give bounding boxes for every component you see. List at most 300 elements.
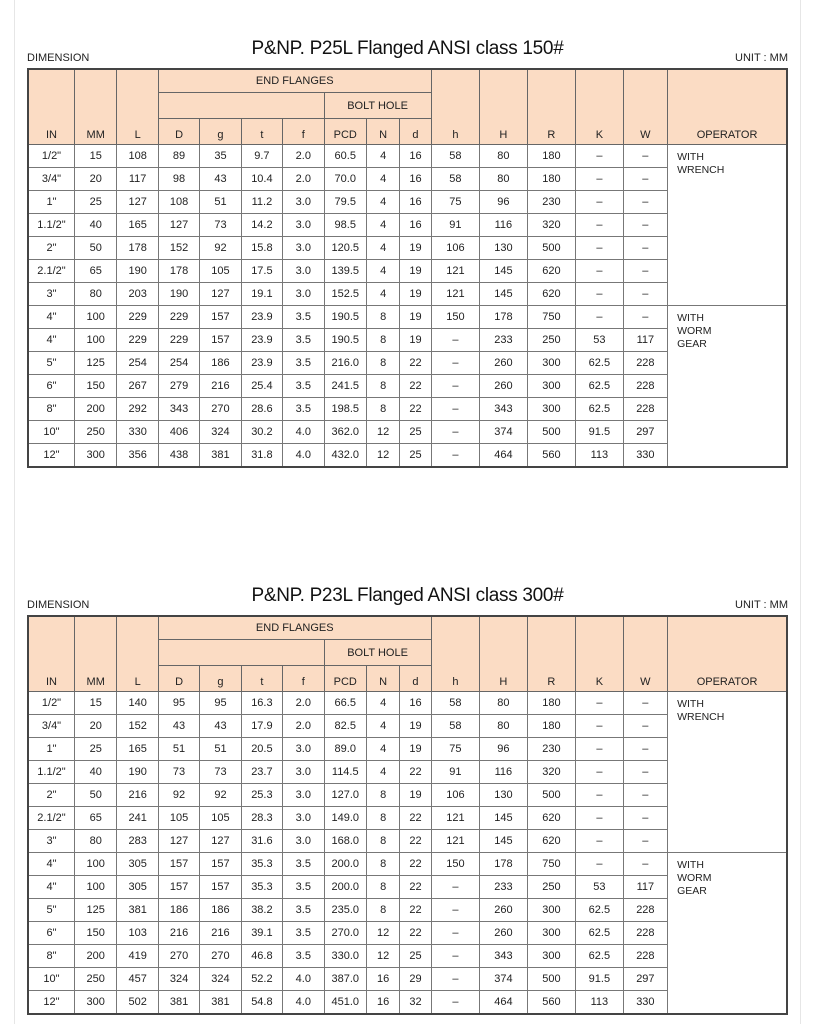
- table-cell: 4: [366, 715, 399, 738]
- table-cell: 362.0: [324, 421, 366, 444]
- table-cell: 279: [158, 375, 199, 398]
- spec-section: [27, 585, 788, 1015]
- table-cell: 75: [431, 191, 480, 214]
- table-cell: 19.1: [241, 283, 282, 306]
- table-cell: 502: [117, 991, 158, 1015]
- table-cell: 62.5: [576, 899, 624, 922]
- dimension-label: DIMENSION: [27, 599, 90, 611]
- table-cell: 121: [431, 283, 480, 306]
- table-cell: 103: [117, 922, 158, 945]
- table-cell: 500: [527, 968, 576, 991]
- table-cell: 130: [480, 237, 528, 260]
- table-cell: 200: [74, 398, 116, 421]
- table-cell: –: [623, 145, 667, 168]
- table-cell: 125: [74, 352, 116, 375]
- table-cell: 2.1/2": [28, 260, 74, 283]
- table-cell: 96: [480, 738, 528, 761]
- table-cell: 23.9: [241, 352, 282, 375]
- table-cell: 283: [117, 830, 158, 853]
- table-cell: 3.5: [283, 329, 324, 352]
- table-cell: 190: [158, 283, 199, 306]
- table-cell: 108: [158, 191, 199, 214]
- table-cell: 190: [117, 761, 158, 784]
- table-cell: 40: [74, 214, 116, 237]
- table-title: P&NP. P23L Flanged ANSI class 300#: [251, 585, 564, 606]
- operator-cell: WITH WRENCH: [668, 145, 787, 306]
- table-cell: 3": [28, 830, 74, 853]
- table-cell: 203: [117, 283, 158, 306]
- table-cell: 620: [527, 260, 576, 283]
- table-cell: 4": [28, 876, 74, 899]
- table-cell: 1.1/2": [28, 761, 74, 784]
- table-cell: 330: [623, 444, 667, 468]
- table-cell: 300: [74, 991, 116, 1015]
- table-cell: 140: [117, 692, 158, 715]
- table-cell: 254: [117, 352, 158, 375]
- table-cell: 260: [480, 375, 528, 398]
- table-cell: 96: [480, 191, 528, 214]
- table-cell: –: [623, 237, 667, 260]
- table-cell: 4: [366, 260, 399, 283]
- table-cell: 8: [366, 830, 399, 853]
- table-cell: 19: [400, 237, 431, 260]
- table-cell: 250: [74, 421, 116, 444]
- table-cell: 22: [400, 761, 431, 784]
- spec-table: [27, 68, 788, 468]
- table-cell: 6": [28, 375, 74, 398]
- column-header: N: [366, 666, 399, 692]
- table-cell: 95: [200, 692, 241, 715]
- column-header: H: [480, 69, 528, 145]
- table-cell: 28.6: [241, 398, 282, 421]
- table-cell: 157: [158, 876, 199, 899]
- table-cell: 50: [74, 237, 116, 260]
- table-cell: 22: [400, 807, 431, 830]
- table-title: P&NP. P25L Flanged ANSI class 150#: [251, 38, 564, 59]
- table-cell: 8: [366, 899, 399, 922]
- table-cell: 58: [431, 168, 480, 191]
- table-cell: –: [623, 761, 667, 784]
- column-header: PCD: [324, 119, 366, 145]
- table-cell: 19: [400, 738, 431, 761]
- table-cell: 750: [527, 306, 576, 329]
- table-cell: 20: [74, 715, 116, 738]
- table-cell: 3.0: [283, 260, 324, 283]
- table-cell: 130: [480, 784, 528, 807]
- table-cell: 80: [74, 283, 116, 306]
- table-cell: 2.0: [283, 145, 324, 168]
- header-spacer: [158, 640, 324, 666]
- table-cell: 150: [74, 375, 116, 398]
- table-cell: 419: [117, 945, 158, 968]
- table-cell: 92: [200, 237, 241, 260]
- column-header: t: [241, 666, 282, 692]
- table-cell: 432.0: [324, 444, 366, 468]
- table-cell: 29: [400, 968, 431, 991]
- table-cell: 9.7: [241, 145, 282, 168]
- table-cell: 198.5: [324, 398, 366, 421]
- table-cell: 324: [200, 421, 241, 444]
- table-cell: –: [431, 899, 480, 922]
- table-cell: 3.5: [283, 352, 324, 375]
- table-cell: –: [576, 306, 624, 329]
- page-border-left: [14, 0, 15, 1024]
- table-cell: 108: [117, 145, 158, 168]
- table-cell: –: [431, 421, 480, 444]
- column-header: L: [117, 69, 158, 145]
- table-cell: 230: [527, 738, 576, 761]
- table-cell: 3.0: [283, 237, 324, 260]
- table-cell: 10.4: [241, 168, 282, 191]
- table-cell: 4": [28, 306, 74, 329]
- table-cell: 620: [527, 830, 576, 853]
- table-cell: –: [576, 853, 624, 876]
- table-cell: 8: [366, 375, 399, 398]
- table-cell: 260: [480, 352, 528, 375]
- table-cell: 152.5: [324, 283, 366, 306]
- table-row: [28, 145, 787, 168]
- table-cell: 62.5: [576, 945, 624, 968]
- table-cell: 620: [527, 807, 576, 830]
- table-cell: 80: [480, 692, 528, 715]
- table-cell: 92: [200, 784, 241, 807]
- table-cell: 1/2": [28, 692, 74, 715]
- table-cell: 17.9: [241, 715, 282, 738]
- table-cell: 233: [480, 329, 528, 352]
- table-cell: 186: [200, 352, 241, 375]
- column-header: IN: [28, 69, 74, 145]
- table-cell: –: [576, 692, 624, 715]
- table-cell: 62.5: [576, 375, 624, 398]
- table-cell: 8: [366, 329, 399, 352]
- table-cell: –: [576, 237, 624, 260]
- table-cell: 22: [400, 899, 431, 922]
- table-cell: 451.0: [324, 991, 366, 1015]
- table-cell: 3.0: [283, 784, 324, 807]
- table-cell: 54.8: [241, 991, 282, 1015]
- table-cell: 500: [527, 237, 576, 260]
- table-cell: 23.7: [241, 761, 282, 784]
- table-cell: –: [431, 876, 480, 899]
- table-cell: 58: [431, 715, 480, 738]
- table-cell: 2.0: [283, 692, 324, 715]
- table-cell: 3.0: [283, 738, 324, 761]
- table-cell: 300: [527, 352, 576, 375]
- table-cell: 22: [400, 922, 431, 945]
- unit-label: UNIT : MM: [735, 52, 788, 64]
- table-cell: 1": [28, 191, 74, 214]
- table-cell: 260: [480, 899, 528, 922]
- table-cell: 52.2: [241, 968, 282, 991]
- table-cell: 100: [74, 876, 116, 899]
- table-cell: 10": [28, 968, 74, 991]
- table-cell: 216.0: [324, 352, 366, 375]
- table-cell: 152: [117, 715, 158, 738]
- table-cell: 300: [527, 922, 576, 945]
- table-cell: 116: [480, 761, 528, 784]
- table-cell: 500: [527, 784, 576, 807]
- table-cell: 229: [158, 306, 199, 329]
- table-cell: 5": [28, 899, 74, 922]
- table-cell: 267: [117, 375, 158, 398]
- table-cell: 53: [576, 329, 624, 352]
- table-cell: 22: [400, 352, 431, 375]
- table-cell: 216: [200, 922, 241, 945]
- table-cell: 51: [200, 191, 241, 214]
- table-cell: 4: [366, 214, 399, 237]
- column-header: MM: [74, 69, 116, 145]
- table-cell: 105: [200, 807, 241, 830]
- table-cell: 230: [527, 191, 576, 214]
- table-cell: 31.6: [241, 830, 282, 853]
- table-cell: 16: [366, 991, 399, 1015]
- table-cell: 30.2: [241, 421, 282, 444]
- table-cell: 16: [400, 168, 431, 191]
- table-cell: 91.5: [576, 968, 624, 991]
- table-cell: 305: [117, 853, 158, 876]
- table-row: [28, 692, 787, 715]
- table-cell: 229: [117, 306, 158, 329]
- column-header: L: [117, 616, 158, 692]
- column-header: W: [623, 616, 667, 692]
- table-cell: 22: [400, 398, 431, 421]
- table-cell: 51: [158, 738, 199, 761]
- table-cell: 4: [366, 191, 399, 214]
- table-cell: 80: [480, 145, 528, 168]
- table-cell: 25: [400, 444, 431, 468]
- table-cell: 229: [158, 329, 199, 352]
- table-cell: 228: [623, 352, 667, 375]
- table-cell: 127: [200, 283, 241, 306]
- table-cell: 4: [366, 237, 399, 260]
- table-cell: –: [576, 168, 624, 191]
- table-cell: 38.2: [241, 899, 282, 922]
- table-cell: 3.5: [283, 876, 324, 899]
- table-cell: 150: [74, 922, 116, 945]
- table-cell: 457: [117, 968, 158, 991]
- table-cell: 40: [74, 761, 116, 784]
- table-cell: 98: [158, 168, 199, 191]
- table-cell: 106: [431, 784, 480, 807]
- table-cell: 165: [117, 738, 158, 761]
- table-cell: 241: [117, 807, 158, 830]
- table-cell: –: [623, 306, 667, 329]
- table-cell: 98.5: [324, 214, 366, 237]
- table-cell: 95: [158, 692, 199, 715]
- table-cell: 560: [527, 444, 576, 468]
- table-cell: 121: [431, 807, 480, 830]
- table-cell: 2.0: [283, 168, 324, 191]
- table-cell: 3/4": [28, 715, 74, 738]
- table-cell: 165: [117, 214, 158, 237]
- table-cell: 3.5: [283, 398, 324, 421]
- table-cell: 216: [200, 375, 241, 398]
- table-cell: 186: [200, 899, 241, 922]
- table-cell: 117: [623, 329, 667, 352]
- table-cell: 381: [117, 899, 158, 922]
- table-cell: 228: [623, 922, 667, 945]
- table-cell: 62.5: [576, 398, 624, 421]
- table-cell: 343: [158, 398, 199, 421]
- table-cell: 343: [480, 945, 528, 968]
- table-cell: 500: [527, 421, 576, 444]
- table-cell: 178: [158, 260, 199, 283]
- column-header: g: [200, 119, 241, 145]
- table-cell: 60.5: [324, 145, 366, 168]
- table-cell: 228: [623, 899, 667, 922]
- table-cell: 178: [480, 853, 528, 876]
- column-header: g: [200, 666, 241, 692]
- table-cell: 5": [28, 352, 74, 375]
- table-cell: 157: [200, 853, 241, 876]
- column-header: IN: [28, 616, 74, 692]
- table-cell: 2.1/2": [28, 807, 74, 830]
- table-cell: 12: [366, 945, 399, 968]
- table-cell: 4: [366, 168, 399, 191]
- table-cell: 25: [74, 738, 116, 761]
- table-cell: 12": [28, 444, 74, 468]
- table-cell: 168.0: [324, 830, 366, 853]
- table-cell: 73: [200, 761, 241, 784]
- table-cell: –: [623, 853, 667, 876]
- table-cell: 12: [366, 421, 399, 444]
- table-cell: 228: [623, 375, 667, 398]
- table-cell: 190: [117, 260, 158, 283]
- table-cell: 14.2: [241, 214, 282, 237]
- table-cell: 50: [74, 784, 116, 807]
- table-cell: –: [431, 444, 480, 468]
- table-cell: 292: [117, 398, 158, 421]
- table-cell: –: [431, 922, 480, 945]
- table-cell: 125: [74, 899, 116, 922]
- table-cell: 178: [480, 306, 528, 329]
- table-cell: 22: [400, 375, 431, 398]
- table-cell: –: [576, 784, 624, 807]
- table-cell: –: [576, 214, 624, 237]
- table-cell: 4: [366, 283, 399, 306]
- table-cell: 178: [117, 237, 158, 260]
- column-header: R: [527, 69, 576, 145]
- table-cell: 464: [480, 991, 528, 1015]
- table-cell: 260: [480, 922, 528, 945]
- table-cell: 3.5: [283, 306, 324, 329]
- table-cell: 89.0: [324, 738, 366, 761]
- table-cell: 228: [623, 398, 667, 421]
- table-cell: 43: [200, 715, 241, 738]
- column-header: f: [283, 666, 324, 692]
- table-cell: 17.5: [241, 260, 282, 283]
- header-spacer: [158, 93, 324, 119]
- table-cell: 3.0: [283, 283, 324, 306]
- table-row: [28, 306, 787, 329]
- table-cell: –: [576, 283, 624, 306]
- table-cell: 19: [400, 329, 431, 352]
- table-cell: 25: [400, 421, 431, 444]
- table-cell: 4: [366, 145, 399, 168]
- table-cell: 8: [366, 876, 399, 899]
- table-cell: 374: [480, 968, 528, 991]
- table-cell: 4.0: [283, 444, 324, 468]
- table-cell: 66.5: [324, 692, 366, 715]
- table-cell: 270: [200, 945, 241, 968]
- table-cell: 127.0: [324, 784, 366, 807]
- table-cell: 80: [74, 830, 116, 853]
- table-cell: 464: [480, 444, 528, 468]
- table-cell: 3.0: [283, 830, 324, 853]
- table-cell: 16: [400, 692, 431, 715]
- table-cell: 3.5: [283, 375, 324, 398]
- table-cell: –: [623, 260, 667, 283]
- table-cell: 53: [576, 876, 624, 899]
- table-cell: 25: [400, 945, 431, 968]
- table-cell: 250: [527, 876, 576, 899]
- table-cell: –: [431, 398, 480, 421]
- column-header: K: [576, 616, 624, 692]
- table-cell: 4: [366, 761, 399, 784]
- table-cell: 8: [366, 398, 399, 421]
- table-cell: 105: [200, 260, 241, 283]
- table-cell: 300: [527, 945, 576, 968]
- table-cell: 190.5: [324, 306, 366, 329]
- table-cell: 2": [28, 784, 74, 807]
- table-cell: –: [623, 168, 667, 191]
- operator-cell: WITH WORM GEAR: [668, 306, 787, 468]
- table-cell: –: [623, 283, 667, 306]
- table-cell: 381: [200, 444, 241, 468]
- table-cell: 152: [158, 237, 199, 260]
- table-cell: 16: [400, 145, 431, 168]
- column-header: h: [431, 616, 480, 692]
- table-cell: 229: [117, 329, 158, 352]
- spec-section: [27, 38, 788, 468]
- table-cell: 8": [28, 398, 74, 421]
- table-cell: 127: [158, 830, 199, 853]
- table-cell: 127: [158, 214, 199, 237]
- table-cell: 250: [74, 968, 116, 991]
- column-header: MM: [74, 616, 116, 692]
- column-header: f: [283, 119, 324, 145]
- table-cell: 145: [480, 807, 528, 830]
- table-cell: 3.0: [283, 761, 324, 784]
- table-cell: 150: [431, 306, 480, 329]
- table-cell: 4.0: [283, 991, 324, 1015]
- table-cell: 16: [366, 968, 399, 991]
- table-cell: 8: [366, 306, 399, 329]
- table-cell: 270.0: [324, 922, 366, 945]
- table-cell: 4": [28, 853, 74, 876]
- table-cell: 620: [527, 283, 576, 306]
- table-cell: 117: [623, 876, 667, 899]
- table-cell: 157: [200, 329, 241, 352]
- table-cell: 300: [527, 899, 576, 922]
- table-cell: 3/4": [28, 168, 74, 191]
- table-cell: 186: [158, 899, 199, 922]
- table-cell: 22: [400, 830, 431, 853]
- column-header: D: [158, 119, 199, 145]
- table-cell: 216: [117, 784, 158, 807]
- table-cell: 127: [117, 191, 158, 214]
- table-cell: 19: [400, 715, 431, 738]
- table-cell: 16: [400, 214, 431, 237]
- table-cell: 216: [158, 922, 199, 945]
- table-cell: 381: [200, 991, 241, 1015]
- table-cell: –: [576, 191, 624, 214]
- table-cell: 100: [74, 329, 116, 352]
- table-cell: 1.1/2": [28, 214, 74, 237]
- table-cell: 15: [74, 145, 116, 168]
- table-cell: 10": [28, 421, 74, 444]
- dimension-label: DIMENSION: [27, 52, 90, 64]
